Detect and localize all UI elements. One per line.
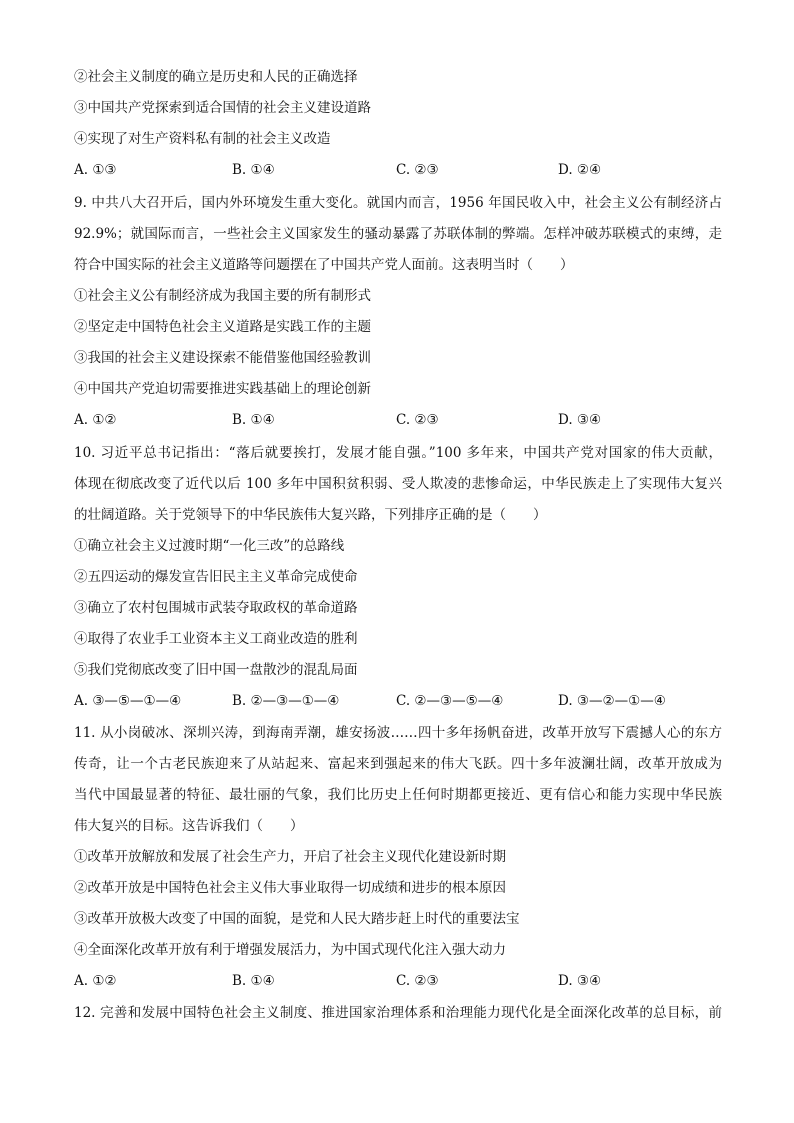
q9-option-d[interactable]: D. ③④ bbox=[558, 412, 602, 428]
q9-options bbox=[74, 411, 722, 429]
q8-option-a[interactable]: A. ①③ bbox=[74, 162, 117, 178]
q9-stem-line-2: 92.9%；就国际而言，一些社会主义国家发生的骚动暴露了苏联体制的弊端。怎样冲破苏联模式的束缚，走 bbox=[74, 226, 722, 242]
q9-item-1: ①社会主义公有制经济成为我国主要的所有制形式 bbox=[74, 288, 371, 304]
q9-item-2: ②坚定走中国特色社会主义道路是实践工作的主题 bbox=[74, 319, 371, 335]
q10-options bbox=[74, 692, 722, 710]
q8-options bbox=[74, 161, 722, 179]
q9-stem-line-1: 9. 中共八大召开后，国内外环境发生重大变化。就国内而言，1956 年国民收入中，社会主义公有制经济占 bbox=[74, 195, 722, 211]
q11-option-b[interactable]: B. ①④ bbox=[232, 973, 275, 989]
q10-option-d[interactable]: D. ③—②—①—④ bbox=[558, 693, 666, 709]
q11-item-2: ②改革开放是中国特色社会主义伟大事业取得一切成绩和进步的根本原因 bbox=[74, 880, 506, 896]
q11-option-a[interactable]: A. ①② bbox=[74, 973, 117, 989]
q11-option-d[interactable]: D. ③④ bbox=[558, 973, 602, 989]
q10-option-b[interactable]: B. ②—③—①—④ bbox=[232, 693, 340, 709]
q8-option-c[interactable]: C. ②③ bbox=[396, 162, 439, 178]
q8-item-3: ③中国共产党探索到适合国情的社会主义建设道路 bbox=[74, 100, 371, 116]
q10-item-5: ⑤我们党彻底改变了旧中国一盘散沙的混乱局面 bbox=[74, 662, 358, 678]
q9-option-b[interactable]: B. ①④ bbox=[232, 412, 275, 428]
q10-item-4: ④取得了农业手工业资本主义工商业改造的胜利 bbox=[74, 631, 358, 647]
q11-stem-line-2: 传奇，让一个古老民族迎来了从站起来、富起来到强起来的伟大飞跃。四十多年波澜壮阔，改革开放成为 bbox=[74, 756, 722, 772]
q11-stem-line-4: 伟大复兴的目标。这告诉我们（ ） bbox=[74, 818, 304, 834]
q11-options bbox=[74, 972, 722, 990]
q11-option-c[interactable]: C. ②③ bbox=[396, 973, 439, 989]
q9-option-a[interactable]: A. ①② bbox=[74, 412, 117, 428]
q10-option-a[interactable]: A. ③—⑤—①—④ bbox=[74, 693, 182, 709]
q10-stem-line-3: 的壮阔道路。关于党领导下的中华民族伟大复兴路，下列排序正确的是（ ） bbox=[74, 507, 547, 523]
q11-stem-line-1: 11. 从小岗破冰、深圳兴涛，到海南弄潮，雄安扬波……四十多年扬帆奋进，改革开放写下震撼人心的东方 bbox=[74, 725, 722, 741]
q10-item-1: ①确立社会主义过渡时期“一化三改”的总路线 bbox=[74, 538, 345, 554]
q8-option-d[interactable]: D. ②④ bbox=[558, 162, 602, 178]
q11-item-3: ③改革开放极大改变了中国的面貌，是党和人民大踏步赶上时代的重要法宝 bbox=[74, 911, 520, 927]
q12-stem-line-1: 12. 完善和发展中国特色社会主义制度、推进国家治理体系和治理能力现代化是全面深化改革的总目标，前 bbox=[74, 1005, 722, 1021]
q9-option-c[interactable]: C. ②③ bbox=[396, 412, 439, 428]
q10-stem-line-2: 体现在彻底改变了近代以后 100 多年中国积贫积弱、受人欺凌的悲惨命运，中华民族走上了实现伟大复兴 bbox=[74, 476, 722, 492]
q10-item-3: ③确立了农村包围城市武装夺取政权的革命道路 bbox=[74, 600, 358, 616]
q9-item-3: ③我国的社会主义建设探索不能借鉴他国经验教训 bbox=[74, 350, 371, 366]
q10-stem-line-1: 10. 习近平总书记指出：“落后就要挨打，发展才能自强。”100 多年来，中国共产党对国家的伟大贡献， bbox=[74, 445, 722, 461]
q11-item-4: ④全面深化改革开放有利于增强发展活力，为中国式现代化注入强大动力 bbox=[74, 942, 506, 958]
q10-option-c[interactable]: C. ②—③—⑤—④ bbox=[396, 693, 504, 709]
q11-stem-line-3: 当代中国最显著的特征、最壮丽的气象，我们比历史上任何时期都更接近、更有信心和能力实现中华民族 bbox=[74, 787, 722, 803]
q8-option-b[interactable]: B. ①④ bbox=[232, 162, 275, 178]
q9-stem-line-3: 符合中国实际的社会主义道路等问题摆在了中国共产党人面前。这表明当时（ ） bbox=[74, 257, 574, 273]
q8-item-2: ②社会主义制度的确立是历史和人民的正确选择 bbox=[74, 69, 358, 85]
q9-item-4: ④中国共产党迫切需要推进实践基础上的理论创新 bbox=[74, 381, 371, 397]
q8-item-4: ④实现了对生产资料私有制的社会主义改造 bbox=[74, 131, 331, 147]
q10-item-2: ②五四运动的爆发宣告旧民主主义革命完成使命 bbox=[74, 569, 358, 585]
q11-item-1: ①改革开放解放和发展了社会生产力，开启了社会主义现代化建设新时期 bbox=[74, 849, 506, 865]
